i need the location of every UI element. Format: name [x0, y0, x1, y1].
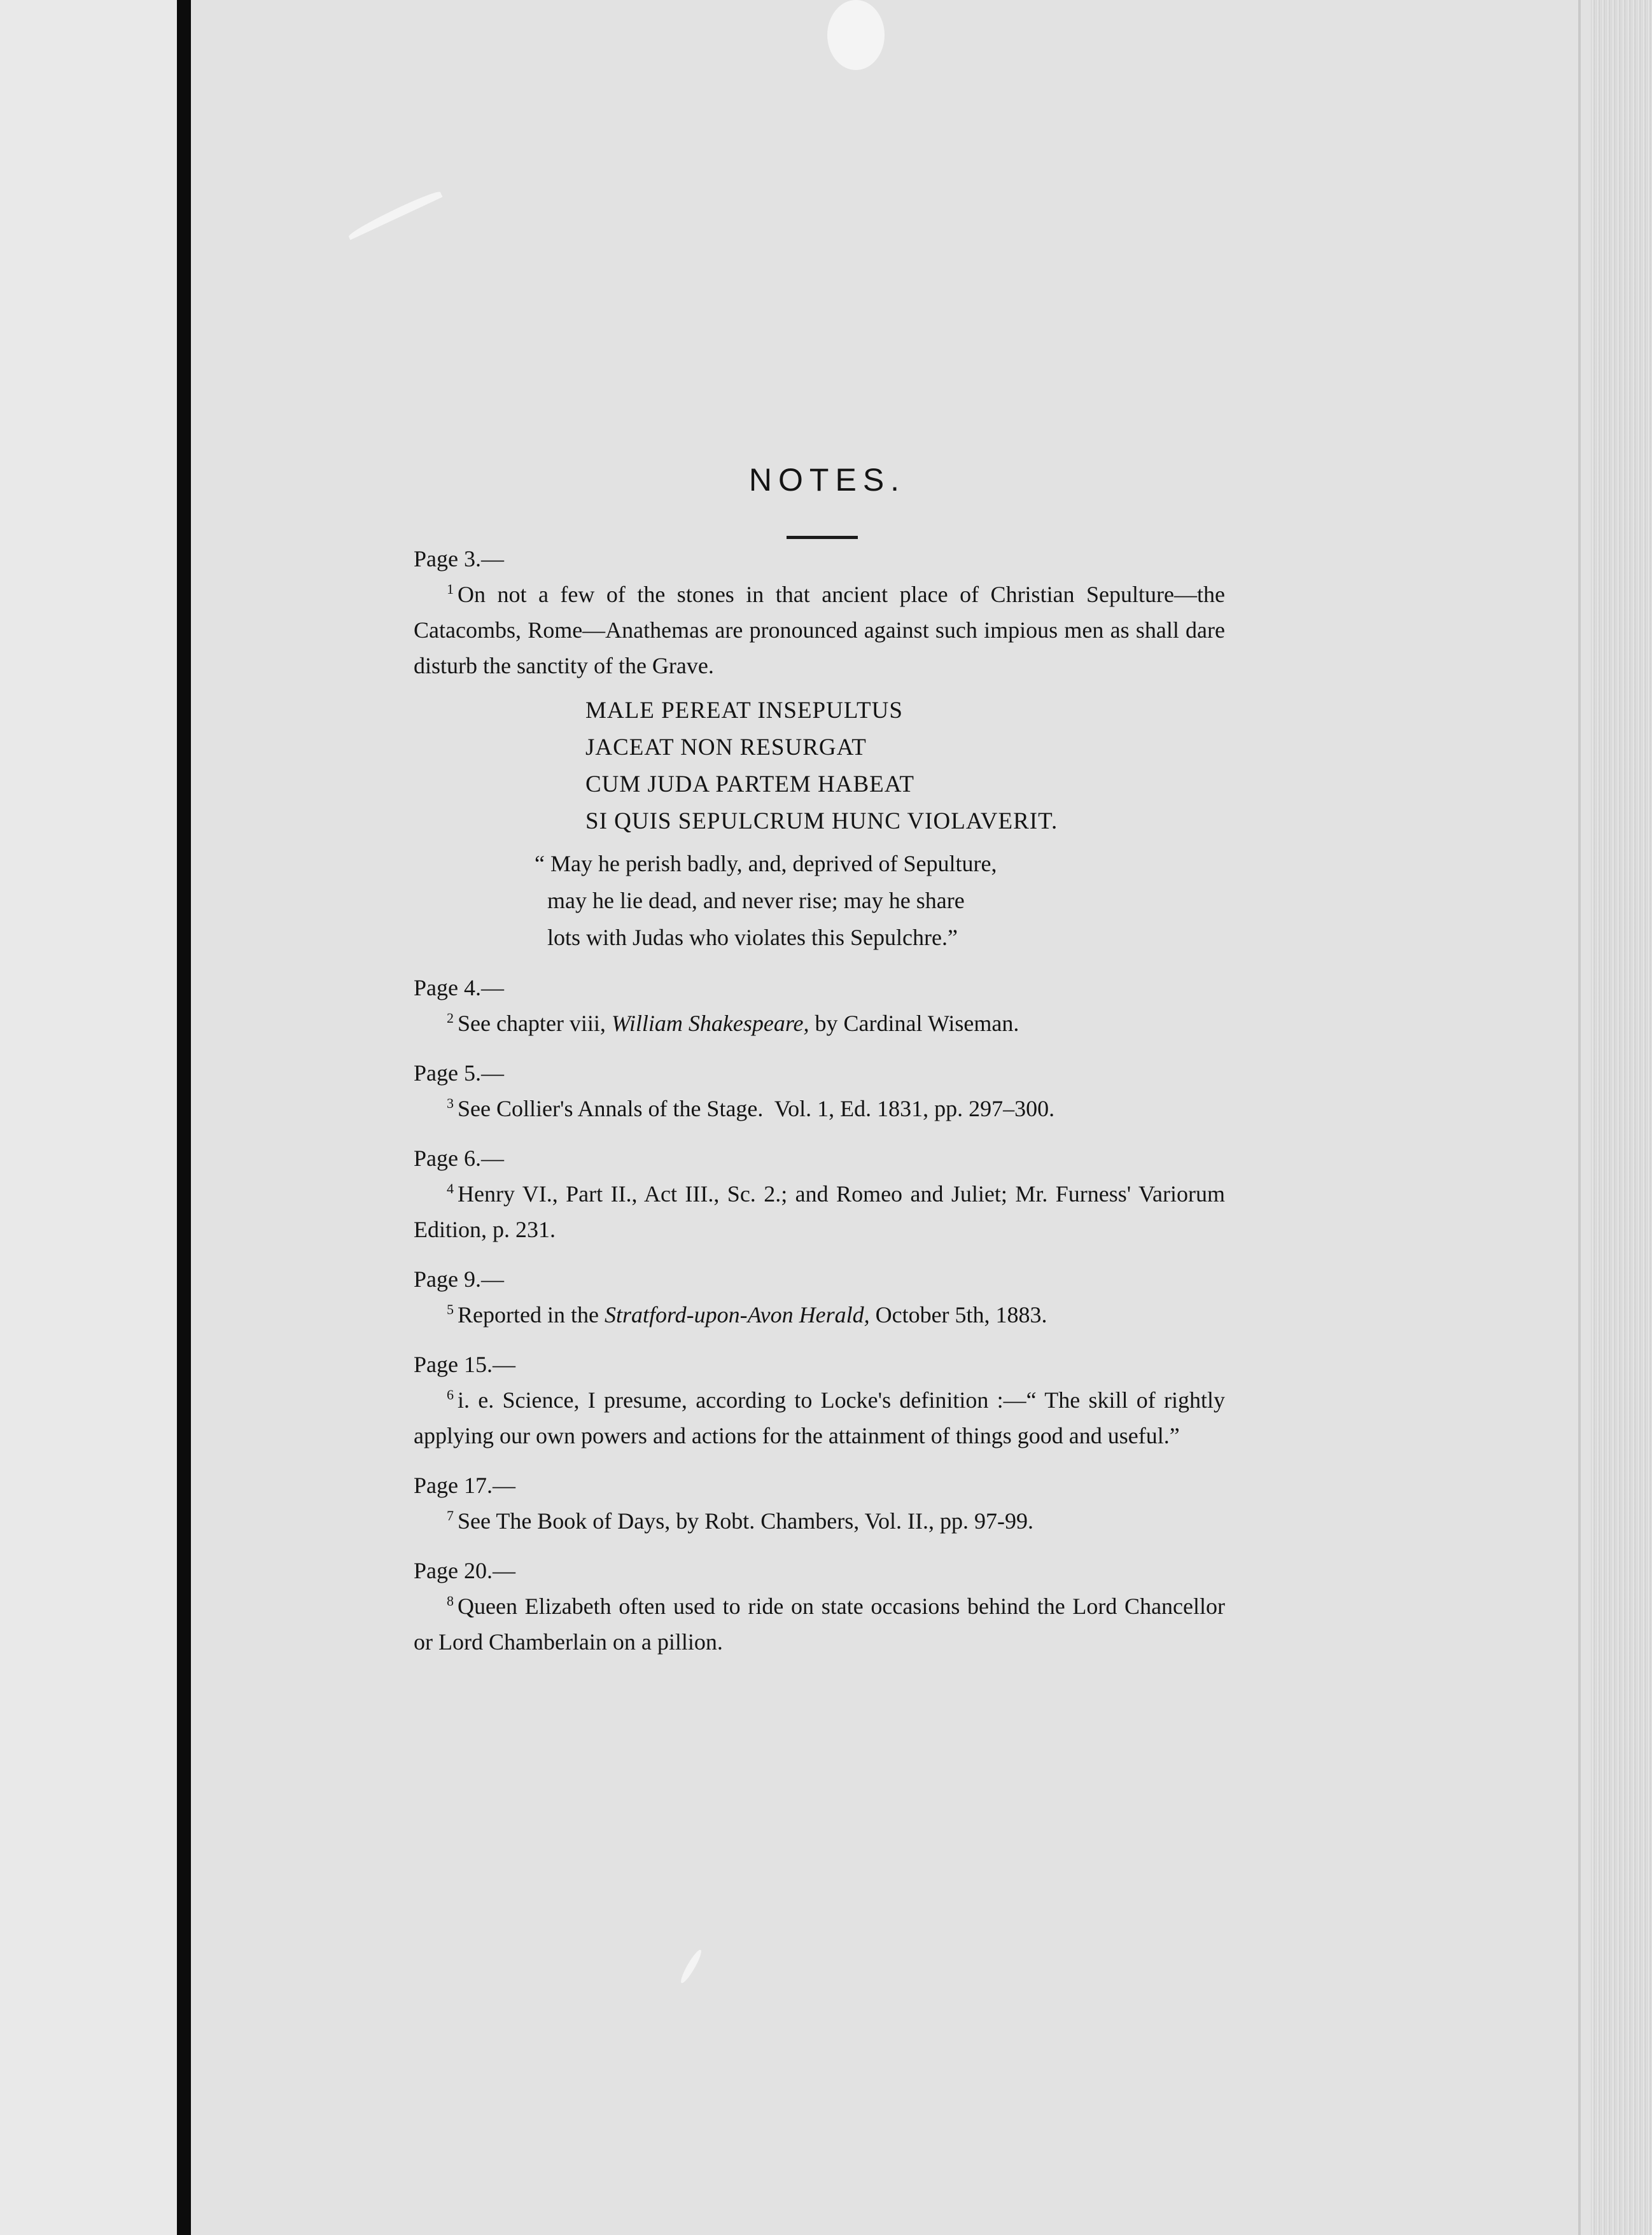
- inscription-translation: [535, 845, 1225, 956]
- note-marker: 1: [447, 581, 454, 597]
- note-marker: 8: [447, 1593, 454, 1609]
- paper-blemish: [827, 0, 885, 70]
- note-page-4: [414, 970, 1225, 1041]
- note-marker: 5: [447, 1301, 454, 1317]
- note-italic-title: Stratford-upon-Avon Herald,: [604, 1302, 870, 1328]
- page-label: Page 9.—: [414, 1266, 504, 1292]
- page-label: Page 17.—: [414, 1473, 515, 1498]
- note-page-9: [414, 1261, 1225, 1333]
- latin-line: SI QUIS SEPULCRUM HUNC VIOLAVERIT.: [585, 808, 1058, 834]
- note-text: [414, 1588, 1225, 1660]
- note-text: [414, 1503, 1225, 1539]
- note-body: See Collier's Annals of the Stage. Vol. 1, Ed. 1831, pp. 297–300.: [458, 1096, 1055, 1121]
- note-marker: 7: [447, 1508, 454, 1524]
- translation-line: “ May he perish badly, and, deprived of Sepulture,: [535, 851, 997, 876]
- note-page-6: [414, 1140, 1225, 1247]
- note-text: [414, 1297, 1225, 1333]
- latin-inscription: [585, 692, 1225, 840]
- latin-line: CUM JUDA PARTEM HABEAT: [585, 771, 914, 797]
- note-text: [414, 1091, 1225, 1126]
- page-label: Page 20.—: [414, 1558, 515, 1583]
- note-body: See chapter viii,: [458, 1011, 606, 1036]
- note-body: Henry VI., Part II., Act III., Sc. 2.; and Romeo and Juliet; Mr. Furness' Variorum Edition, p. 231.: [414, 1181, 1225, 1242]
- page-label: Page 4.—: [414, 975, 504, 1000]
- note-text: [414, 1176, 1225, 1247]
- note-italic-title: William Shakespeare,: [611, 1011, 809, 1036]
- previous-page-strip: [0, 0, 177, 2235]
- note-body: On not a few of the stones in that ancient place of Christian Sepulture—the Catacombs, Rome—Anathemas are pronounced against such impious men as shall dare disturb the sanctity of the Grave.: [414, 582, 1225, 678]
- note-page-5: [414, 1055, 1225, 1126]
- note-page-3: [414, 541, 1225, 956]
- note-text: [414, 577, 1225, 683]
- page-stack-edge: [1591, 0, 1652, 2235]
- notes-content: [414, 536, 1225, 1674]
- note-body: October 5th, 1883.: [875, 1302, 1047, 1328]
- note-page-17: [414, 1468, 1225, 1539]
- note-body: i. e. Science, I presume, according to Locke's definition :—“ The skill of rightly applying our own powers and actions for the attainment of things good and useful.”: [414, 1387, 1225, 1448]
- note-marker: 4: [447, 1181, 454, 1196]
- page-label: Page 15.—: [414, 1352, 515, 1377]
- note-page-20: [414, 1553, 1225, 1660]
- page-label: Page 6.—: [414, 1146, 504, 1171]
- note-marker: 2: [447, 1010, 454, 1026]
- note-marker: 6: [447, 1387, 454, 1403]
- translation-line: may he lie dead, and never rise; may he share: [547, 888, 965, 913]
- note-page-15: [414, 1347, 1225, 1454]
- page-title: NOTES.: [748, 462, 906, 498]
- latin-line: MALE PEREAT INSEPULTUS: [585, 697, 903, 724]
- translation-line: lots with Judas who violates this Sepulchre.”: [547, 925, 958, 950]
- note-body: by Cardinal Wiseman.: [815, 1011, 1019, 1036]
- page-label: Page 3.—: [414, 546, 504, 571]
- book-spine-shadow: [177, 0, 191, 2235]
- note-text: [414, 1382, 1225, 1454]
- note-body: See The Book of Days, by Robt. Chambers, Vol. II., pp. 97-99.: [458, 1508, 1033, 1534]
- latin-line: JACEAT NON RESURGAT: [585, 734, 867, 760]
- note-marker: 3: [447, 1095, 454, 1111]
- note-text: [414, 1005, 1225, 1041]
- page-label: Page 5.—: [414, 1060, 504, 1086]
- page-edge-line: [1578, 0, 1581, 2235]
- note-body: Reported in the: [458, 1302, 599, 1328]
- note-body: Queen Elizabeth often used to ride on state occasions behind the Lord Chancellor or Lord Chamberlain on a pillion.: [414, 1594, 1225, 1655]
